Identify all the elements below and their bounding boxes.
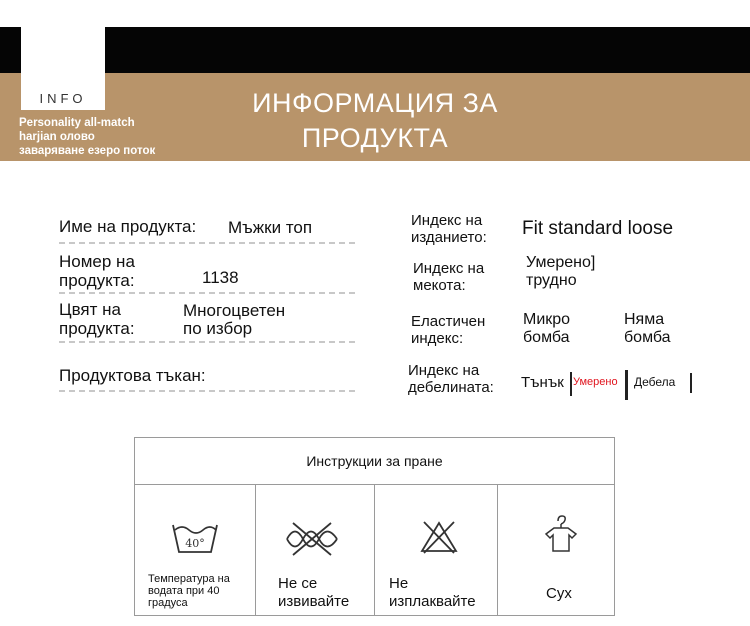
header-subtitle bbox=[19, 116, 194, 158]
label-line: Номер на bbox=[59, 252, 135, 271]
hang-dry-icon bbox=[541, 514, 581, 554]
edition-index-label bbox=[411, 212, 487, 246]
product-name-label: Име на продукта: bbox=[59, 217, 197, 236]
hang-dry-text: Сух bbox=[546, 585, 572, 602]
thickness-thin: Тънък bbox=[521, 374, 564, 391]
thickness-separator bbox=[690, 373, 692, 393]
label-line: Еластичен bbox=[411, 313, 486, 330]
product-name-value: Мъжки топ bbox=[228, 218, 313, 237]
wash-40-icon bbox=[170, 519, 220, 555]
no-wring-icon bbox=[285, 520, 339, 558]
title-line: ПРОДУКТА bbox=[301, 123, 449, 153]
divider bbox=[59, 390, 355, 392]
page-title bbox=[210, 86, 540, 156]
product-color-value bbox=[183, 302, 285, 338]
thickness-separator bbox=[625, 370, 628, 400]
value-line: бомба bbox=[523, 329, 570, 346]
thickness-medium: Умерено bbox=[573, 376, 618, 388]
divider bbox=[59, 242, 355, 244]
value-line: трудно bbox=[526, 272, 577, 289]
elastic-value-micro bbox=[523, 311, 570, 347]
title-line: ИНФОРМАЦИЯ ЗА bbox=[252, 88, 498, 118]
label-line: дебелината: bbox=[408, 379, 494, 396]
text-line: изплаквайте bbox=[389, 593, 476, 610]
no-bleach-text bbox=[389, 575, 476, 611]
header-top-bar bbox=[0, 27, 750, 73]
softness-index-value bbox=[526, 254, 595, 290]
info-label: INFO bbox=[39, 91, 87, 106]
text-line: Не bbox=[389, 575, 409, 592]
label-line: индекс: bbox=[411, 330, 464, 347]
label-line: мекота: bbox=[413, 277, 466, 294]
subtitle-line: harjian олово bbox=[19, 131, 95, 143]
product-color-label bbox=[59, 300, 135, 338]
label-line: Индекс на bbox=[413, 260, 485, 277]
text-line: водата при 40 bbox=[148, 585, 220, 597]
thickness-thick: Дебела bbox=[634, 375, 676, 389]
label-line: продукта: bbox=[59, 319, 135, 338]
value-line: Умерено] bbox=[526, 254, 596, 271]
value-line: Няма bbox=[624, 311, 665, 328]
softness-index-label bbox=[413, 260, 484, 294]
label-line: Цвят на bbox=[59, 300, 121, 319]
no-bleach-icon bbox=[419, 518, 459, 556]
text-line: Не се bbox=[278, 575, 318, 592]
subtitle-line: Personality all-match bbox=[19, 117, 135, 129]
no-wring-text bbox=[278, 575, 349, 611]
label-line: Индекс на bbox=[408, 362, 480, 379]
elastic-value-none bbox=[624, 311, 671, 347]
edition-index-value: Fit standard loose bbox=[522, 218, 674, 239]
elastic-index-label bbox=[411, 313, 485, 347]
label-line: продукта: bbox=[59, 271, 135, 290]
text-line: извивайте bbox=[278, 593, 350, 610]
value-line: Многоцветен bbox=[183, 301, 286, 320]
wash-40-text bbox=[148, 573, 230, 609]
text-line: градуса bbox=[148, 597, 188, 609]
value-line: Микро bbox=[523, 311, 571, 328]
wash-temp-text: 40° bbox=[185, 537, 205, 550]
value-line: по избор bbox=[183, 319, 253, 338]
subtitle-line: заваряване езеро поток bbox=[19, 145, 156, 157]
product-fabric-label: Продуктова тъкан: bbox=[59, 366, 206, 385]
value-line: бомба bbox=[624, 329, 671, 346]
divider bbox=[59, 292, 355, 294]
divider bbox=[59, 341, 355, 343]
label-line: изданието: bbox=[411, 229, 487, 246]
washing-title: Инструкции за пране bbox=[134, 437, 615, 485]
thickness-separator bbox=[570, 372, 572, 396]
product-number-label bbox=[59, 252, 135, 290]
product-number-value: 1138 bbox=[202, 268, 239, 287]
label-line: Индекс на bbox=[411, 212, 483, 229]
thickness-index-label bbox=[408, 362, 494, 396]
text-line: Температура на bbox=[148, 573, 230, 585]
